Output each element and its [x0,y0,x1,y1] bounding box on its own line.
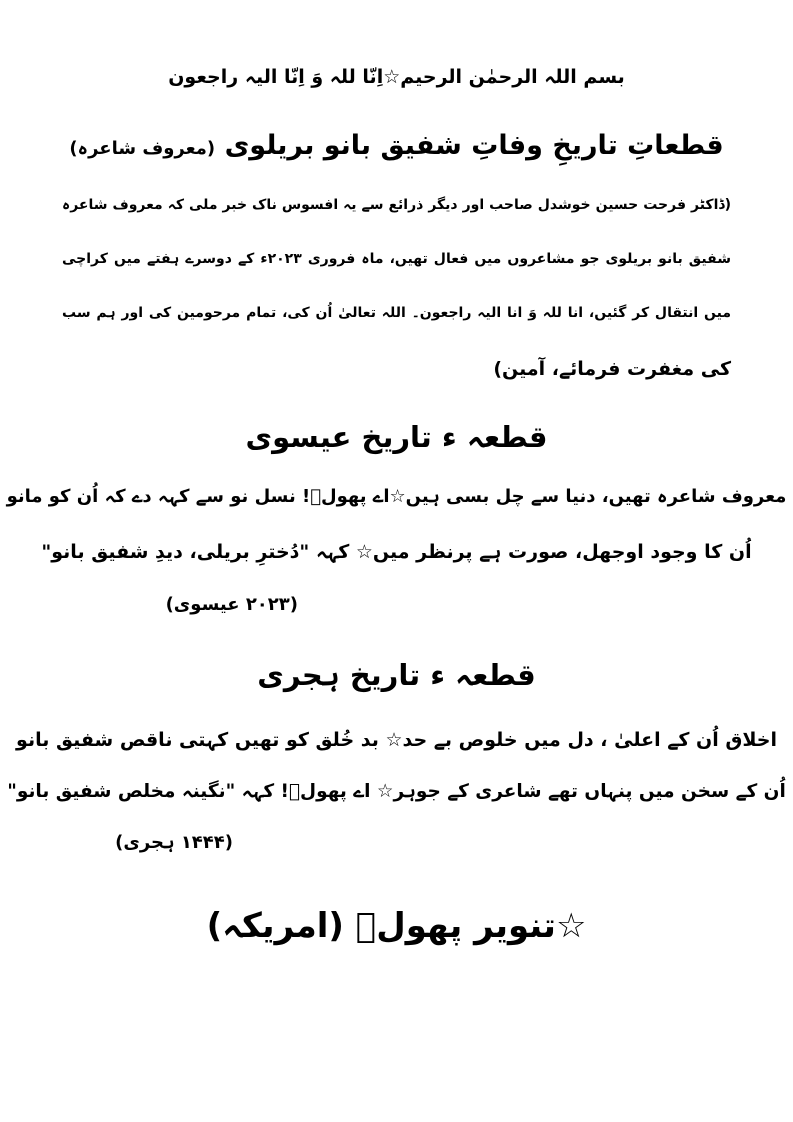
author-signature: ☆تنویر پھولؔ (امریکہ) [206,906,587,946]
section-hijri-year: (۱۴۴۴ ہجری) [115,832,233,853]
intro-line-3: میں انتقال کر گئیں، انا للہ وَ انا الیہ راجعون۔ اللہ تعالیٰ اُن کی، تمام مرحومین کی اور ہم سب [62,305,731,321]
main-title [0,130,793,161]
section-gregorian-verse-2: اُن کا وجود اوجھل، صورت ہے پرنظر میں☆ کہہ "دُخترِ بریلی، دیدِ شفیق بانو" [41,541,752,563]
intro-line-4: کی مغفرت فرمائے، آمین) [493,358,731,380]
main-title-text: قطعاتِ تاریخِ وفاتِ شفیق بانو بریلوی [224,130,724,161]
main-title-subtitle: (معروف شاعرہ) [69,138,216,159]
section-hijri-verse-1: اخلاق اُن کے اعلیٰ ، دل میں خلوص بے حد☆ بد خُلق کو تھیں کہتی ناقص شفیق بانو [16,729,777,751]
intro-line-2: شفیق بانو بریلوی جو مشاعروں میں فعال تھیں، ماہ فروری ۲۰۲۳ء کے دوسرے ہفتے میں کراچی [62,251,731,267]
section-gregorian-year: (۲۰۲۳ عیسوی) [165,594,298,615]
bismillah-heading: بسم اللہ الرحمٰن الرحیم☆اِنّا للہ وَ اِنّا الیہ راجعون [168,66,625,88]
section-gregorian-verse-1: معروف شاعرہ تھیں، دنیا سے چل بسی ہیں☆اے پھولؔ! نسل نو سے کہہ دے کہ اُن کو مانو [6,486,787,507]
section-hijri-title: قطعہ ء تاریخ ہجری [257,658,536,692]
section-hijri-verse-2: اُن کے سخن میں پنہاں تھے شاعری کے جوہر☆ اے پھولؔ! کہہ "نگینہ مخلص شفیق بانو" [7,781,786,802]
section-gregorian-title: قطعہ ء تاریخ عیسوی [245,420,548,454]
intro-line-1: (ڈاکٹر فرحت حسین خوشدل صاحب اور دیگر ذرائع سے یہ افسوس ناک خبر ملی کہ معروف شاعرہ [62,197,731,213]
